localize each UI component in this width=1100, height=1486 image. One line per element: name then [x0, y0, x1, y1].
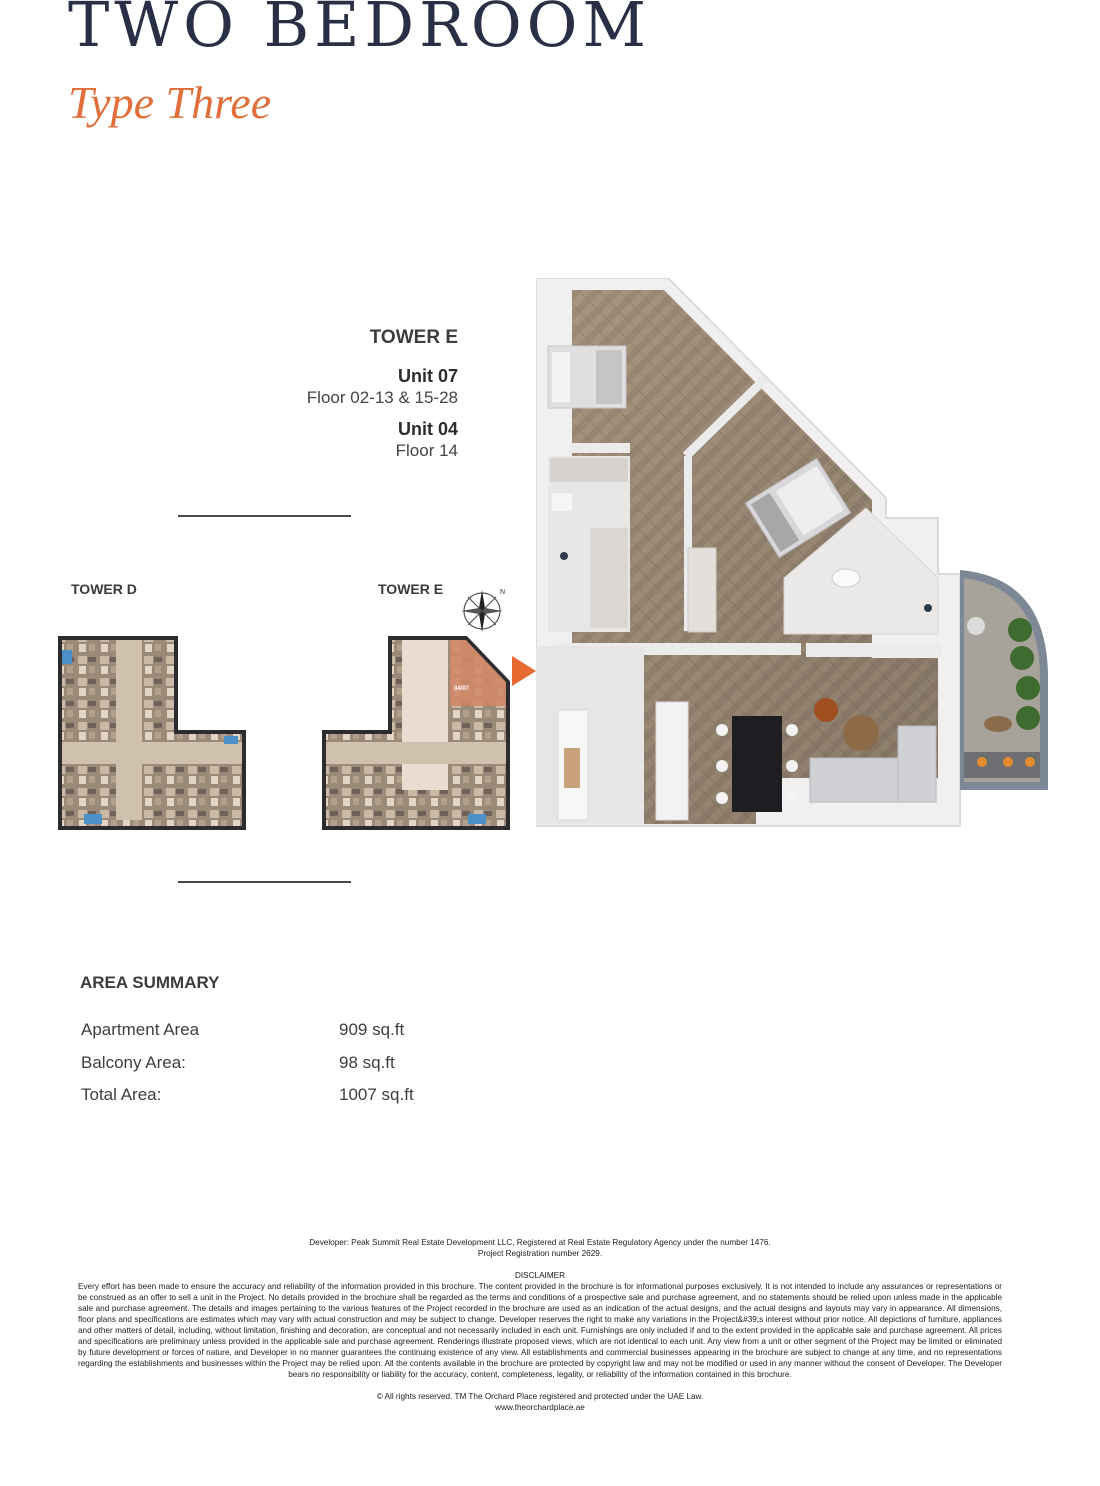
- area-value: 1007 sq.ft: [339, 1085, 414, 1104]
- page-title: TWO BEDROOM: [68, 0, 651, 61]
- area-label: Total Area:: [81, 1085, 162, 1104]
- developer-line: Developer: Peak Summit Real Estate Development LLC, Registered at Real Estate Regulatory Agency under the number 1476.: [309, 1238, 771, 1247]
- unit-floors: Floor 02-13 & 15-28: [306, 388, 458, 407]
- website-link[interactable]: www.theorchardplace.ae: [495, 1403, 585, 1412]
- area-value: 909 sq.ft: [339, 1020, 405, 1039]
- tower-e-label: TOWER E: [378, 581, 444, 597]
- footer: [78, 1237, 1002, 1413]
- page-subtitle: Type Three: [68, 77, 272, 128]
- area-label: Apartment Area: [81, 1020, 200, 1039]
- highlight-label: 04/07: [454, 686, 470, 692]
- compass-icon: [460, 586, 510, 636]
- area-summary-heading: AREA SUMMARY: [80, 973, 220, 992]
- unit-floors: Floor 14: [395, 441, 458, 460]
- unit-label: Unit 04: [397, 419, 458, 439]
- divider: [178, 515, 351, 517]
- area-value: 98 sq.ft: [339, 1053, 395, 1072]
- rights-line: © All rights reserved. TM The Orchard Place registered and protected under the UAE Law.: [376, 1392, 704, 1401]
- tower-d-label: TOWER D: [71, 581, 137, 597]
- tower-e-key-plan: [318, 632, 514, 838]
- tower-d-key-plan: [54, 632, 250, 838]
- registration-line: Project Registration number 2629.: [477, 1249, 603, 1258]
- unit-label: Unit 07: [397, 366, 458, 386]
- floor-plan: [536, 278, 1048, 836]
- tower-heading: TOWER E: [369, 327, 458, 348]
- disclaimer-text: Every effort has been made to ensure the accuracy and reliability of the information provided in this brochure. The content provided in the brochure is for informational purposes exclusively. It is not intended to include any assurances or representations or be construed as an offer to sell a unit in the Project. No details provided in the brochure shall be regarded as the terms and conditions of a prospective sale and purchase agreement, and no statements should be relied upon unless made in the applicable sale and purchase agreement. The details and images pertaining to the various features of the Project recorded in the brochure are used as an indication of the actual designs, and the actual designs and layouts may vary in appearance. All dimensions, floor plans and specifications are estimates which may vary with actual construction and may be subject to change. Developer reserves the right to make any variations in the Project&#39;s interest without prior notice. All depictions of furniture, appliances and other matters of detail, including, without limitation, finishing and decoration, are conceptual and not necessarily included in each unit. Furnishings are only included if and to the extent provided in the applicable sale and purchase agreement. All prices and specifications are preliminary unless provided in the applicable sale and purchase agreement. Renderings illustrate proposed views, which are not identical to each unit. Any view from a unit or other segment of the Project may be limited or eliminated by future development or forces of nature, and Developer in no manner guarantees the continuing existence of any view. All establishments and commercial businesses appearing in the brochure are subject to change at any time, and no representations regarding the establishments and businesses within the Project may be relied upon. All the contents available in the brochure are protected by copyright law and may not be modified or used in any manner without the consent of Developer. The Developer bears no responsibility or liability for the accuracy, content, completeness, legality, or reliability of the information contained in this brochure.: [78, 1282, 1002, 1379]
- disclaimer-heading: DISCLAIMER: [514, 1271, 566, 1280]
- compass-north-label: N: [500, 589, 506, 596]
- divider: [178, 881, 351, 883]
- area-label: Balcony Area:: [81, 1053, 186, 1072]
- entrance-arrow-icon: [512, 656, 536, 686]
